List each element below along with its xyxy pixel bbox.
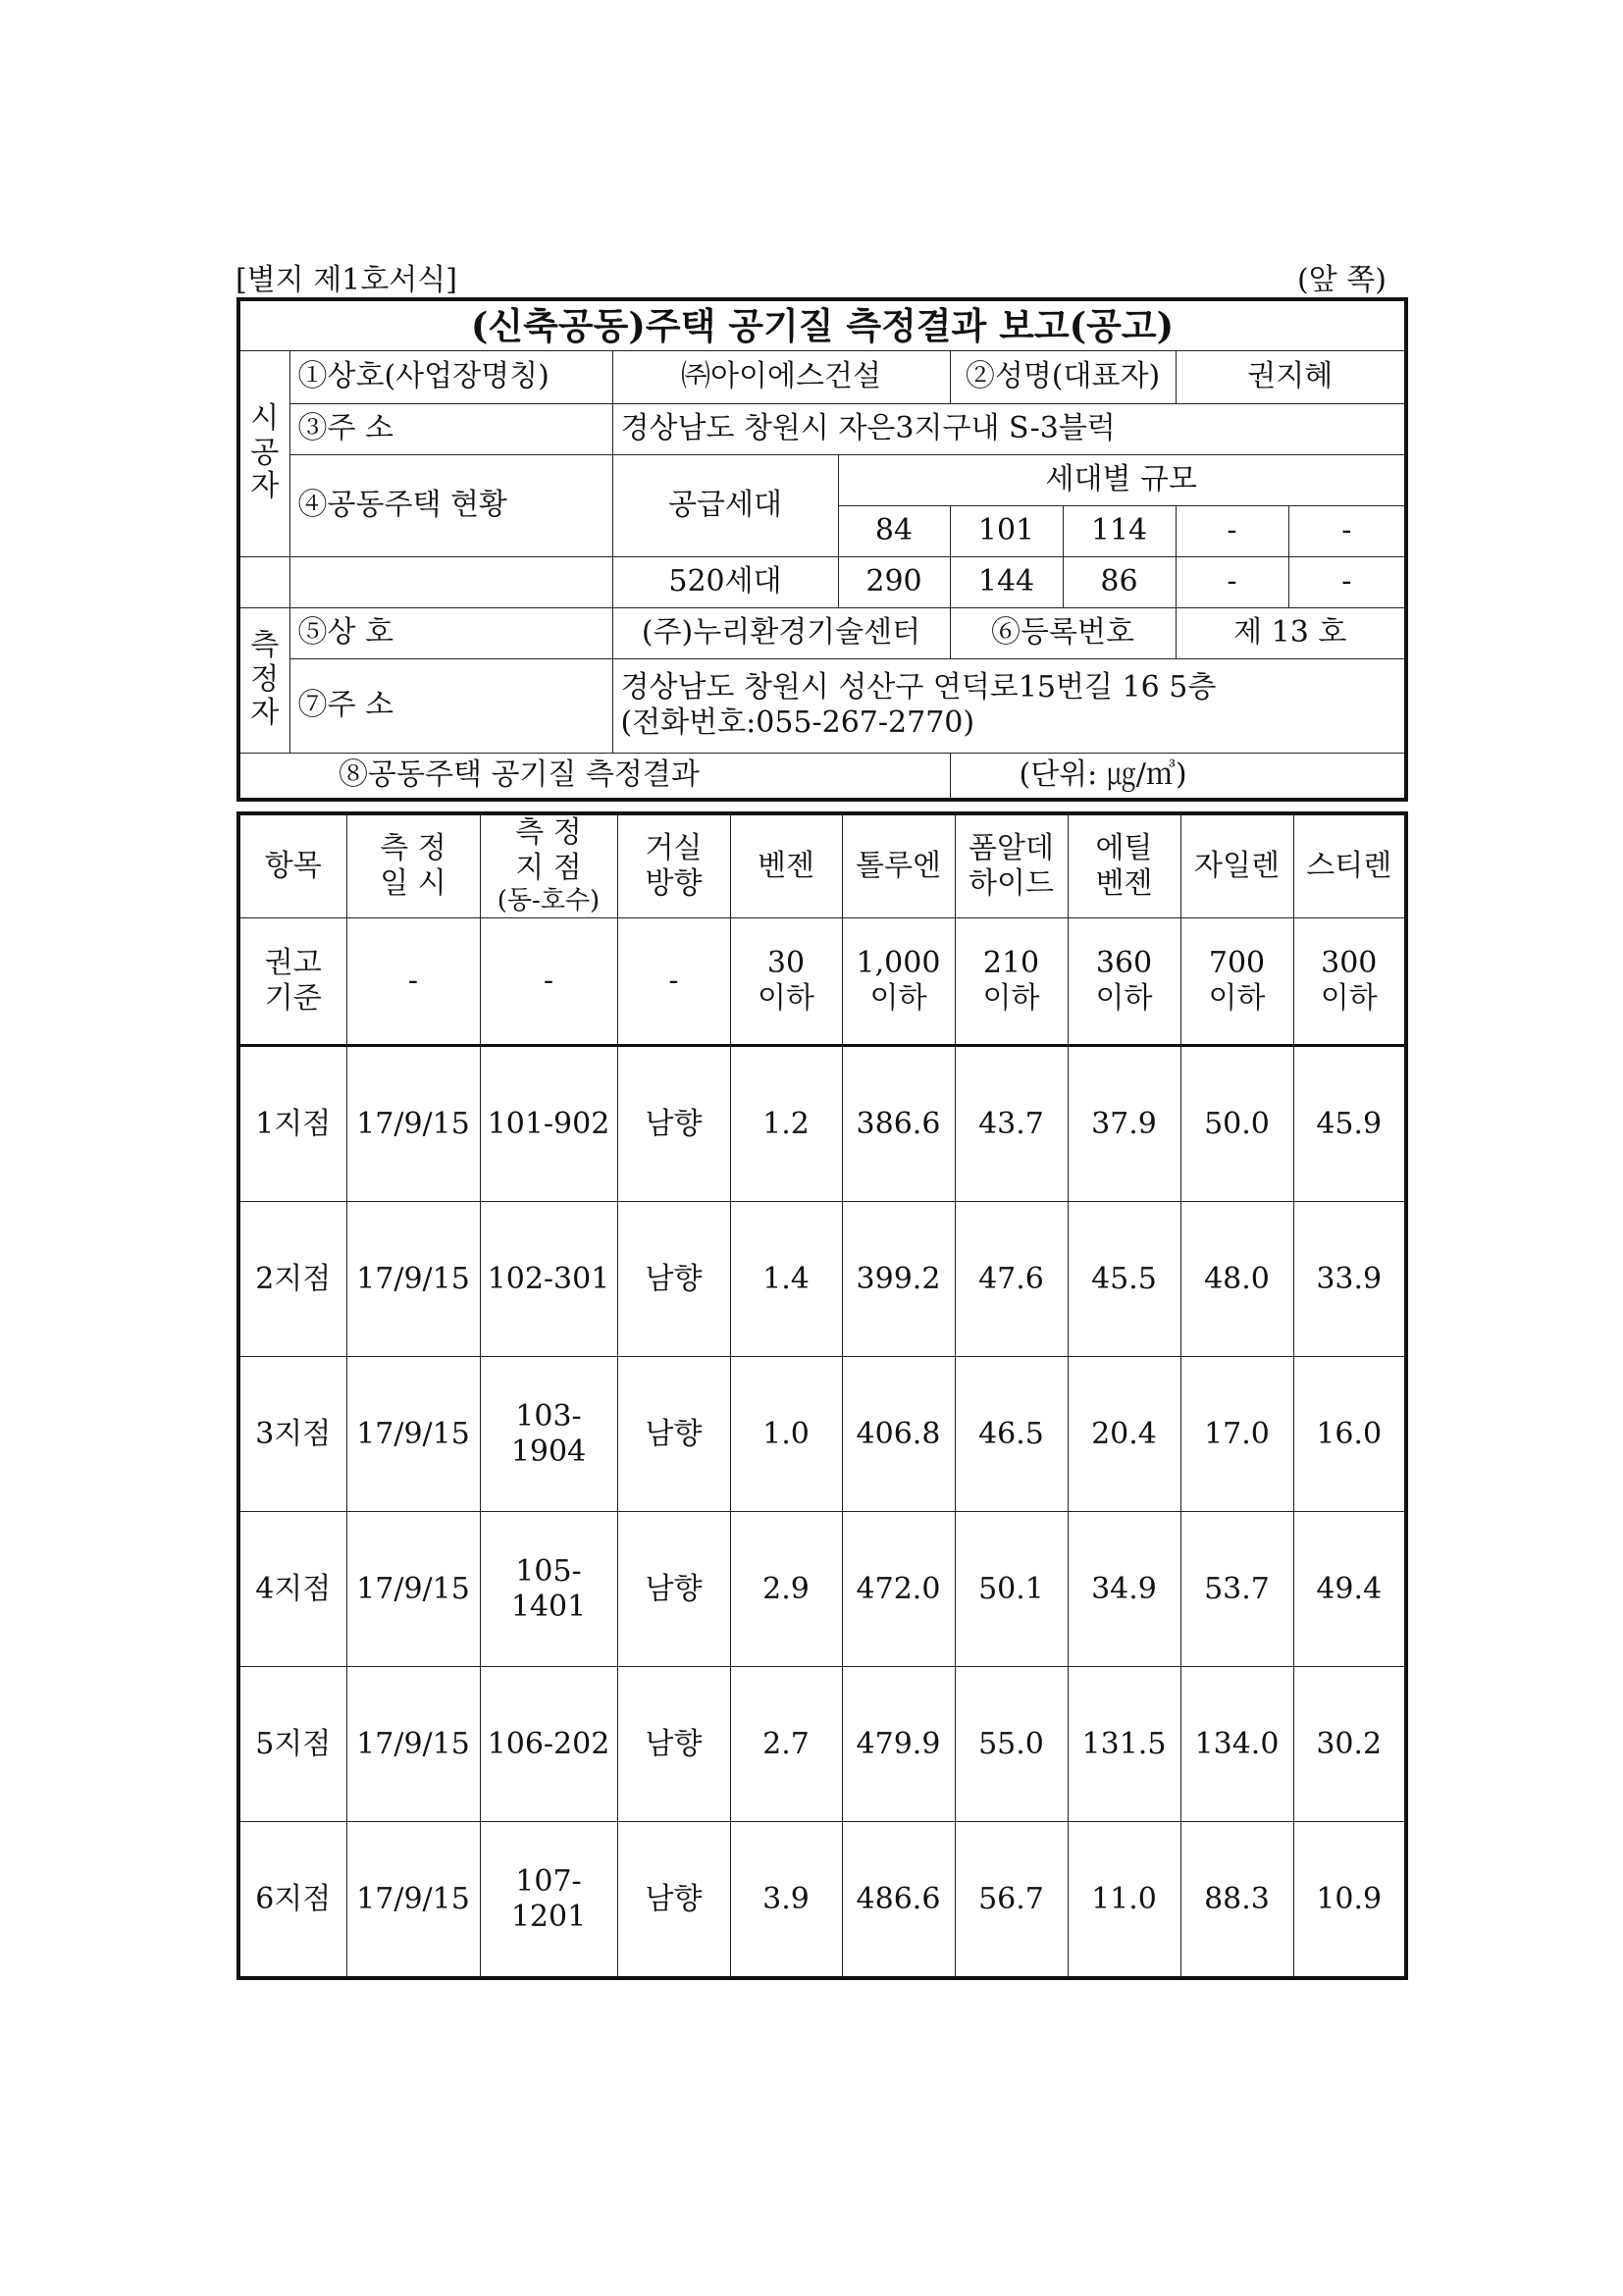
column-header: 스티렌 bbox=[1293, 813, 1406, 918]
supply-label: 공급세대 bbox=[612, 454, 838, 556]
cell-date: 17/9/15 bbox=[346, 1822, 480, 1979]
registration-value: 제 13 호 bbox=[1176, 607, 1406, 658]
cell-unit: 101-902 bbox=[480, 1046, 617, 1202]
cell-value: 386.6 bbox=[842, 1046, 955, 1202]
cell-date: 17/9/15 bbox=[346, 1046, 480, 1202]
cell-direction: 남향 bbox=[617, 1667, 730, 1822]
standard-value: 1,000 이하 bbox=[842, 918, 955, 1046]
count-3: 86 bbox=[1063, 556, 1176, 607]
company-value: ㈜아이에스건설 bbox=[612, 350, 950, 403]
size-3: 114 bbox=[1063, 505, 1176, 556]
representative-label: ②성명(대표자) bbox=[950, 350, 1176, 403]
cell-value: 11.0 bbox=[1068, 1822, 1180, 1979]
standard-label: 권고 기준 bbox=[238, 918, 346, 1046]
cell-value: 2.7 bbox=[730, 1667, 842, 1822]
cell-value: 472.0 bbox=[842, 1512, 955, 1667]
cell-point: 4지점 bbox=[238, 1512, 346, 1667]
cell-value: 3.9 bbox=[730, 1822, 842, 1979]
count-2: 144 bbox=[950, 556, 1063, 607]
count-4: - bbox=[1176, 556, 1288, 607]
cell-direction: 남향 bbox=[617, 1822, 730, 1979]
column-header: 항목 bbox=[238, 813, 346, 918]
cell-direction: 남향 bbox=[617, 1512, 730, 1667]
form-number: [별지 제1호서식] bbox=[236, 263, 457, 297]
cell-direction: 남향 bbox=[617, 1202, 730, 1357]
unit-label: (단위: ㎍/㎥) bbox=[950, 753, 1406, 800]
cell-value: 1.4 bbox=[730, 1202, 842, 1357]
measurement-table bbox=[236, 811, 1408, 1980]
header-row bbox=[238, 813, 1406, 918]
cell-value: 33.9 bbox=[1293, 1202, 1406, 1357]
table-row bbox=[238, 1667, 1406, 1822]
cell-point: 5지점 bbox=[238, 1667, 346, 1822]
cell-value: 48.0 bbox=[1180, 1202, 1293, 1357]
cell-value: 10.9 bbox=[1293, 1822, 1406, 1979]
cell-value: 131.5 bbox=[1068, 1667, 1180, 1822]
size-2: 101 bbox=[950, 505, 1063, 556]
cell-value: 45.9 bbox=[1293, 1046, 1406, 1202]
column-header: 에틸 벤젠 bbox=[1068, 813, 1180, 918]
cell-unit: 107-1201 bbox=[480, 1822, 617, 1979]
cell-value: 50.1 bbox=[955, 1512, 1068, 1667]
count-1: 290 bbox=[838, 556, 950, 607]
cell-value: 479.9 bbox=[842, 1667, 955, 1822]
cell-value: 34.9 bbox=[1068, 1512, 1180, 1667]
cell-date: 17/9/15 bbox=[346, 1357, 480, 1512]
cell-value: 49.4 bbox=[1293, 1512, 1406, 1667]
standard-value: 30 이하 bbox=[730, 918, 842, 1046]
housing-label: ④공동주택 현황 bbox=[289, 454, 612, 556]
measurer-address-value: 경상남도 창원시 성산구 연덕로15번길 16 5층 (전화번호:055-267-2770) bbox=[612, 658, 1406, 753]
cell-value: 46.5 bbox=[955, 1357, 1068, 1512]
cell-value: 30.2 bbox=[1293, 1667, 1406, 1822]
table-row bbox=[238, 1046, 1406, 1202]
page-side: (앞 쪽) bbox=[1297, 263, 1387, 297]
standard-value: 360 이하 bbox=[1068, 918, 1180, 1046]
size-4: - bbox=[1176, 505, 1288, 556]
cell-value: 43.7 bbox=[955, 1046, 1068, 1202]
company-label: ①상호(사업장명칭) bbox=[289, 350, 612, 403]
column-header: 측 정 일 시 bbox=[346, 813, 480, 918]
standard-value: 210 이하 bbox=[955, 918, 1068, 1046]
cell-value: 16.0 bbox=[1293, 1357, 1406, 1512]
cell-value: 1.2 bbox=[730, 1046, 842, 1202]
measurer-address-label: ⑦주 소 bbox=[289, 658, 612, 753]
cell-point: 1지점 bbox=[238, 1046, 346, 1202]
table-row bbox=[238, 1357, 1406, 1512]
table-row bbox=[238, 1202, 1406, 1357]
size-1: 84 bbox=[838, 505, 950, 556]
table-row bbox=[238, 1512, 1406, 1667]
cell-value: 56.7 bbox=[955, 1822, 1068, 1979]
builder-label: 시 공 자 bbox=[238, 350, 289, 556]
standard-date: - bbox=[346, 918, 480, 1046]
report-info-table bbox=[236, 297, 1408, 802]
cell-value: 406.8 bbox=[842, 1357, 955, 1512]
cell-value: 37.9 bbox=[1068, 1046, 1180, 1202]
cell-date: 17/9/15 bbox=[346, 1202, 480, 1357]
table-row bbox=[238, 1822, 1406, 1979]
measurer-company-value: (주)누리환경기술센터 bbox=[612, 607, 950, 658]
housing-spacer bbox=[289, 556, 612, 607]
column-header: 폼알데 하이드 bbox=[955, 813, 1068, 918]
measurer-label: 측 정 자 bbox=[238, 607, 289, 753]
cell-point: 3지점 bbox=[238, 1357, 346, 1512]
standard-direction: - bbox=[617, 918, 730, 1046]
cell-unit: 103-1904 bbox=[480, 1357, 617, 1512]
size-label: 세대별 규모 bbox=[838, 454, 1406, 505]
cell-direction: 남향 bbox=[617, 1046, 730, 1202]
size-5: - bbox=[1288, 505, 1406, 556]
cell-direction: 남향 bbox=[617, 1357, 730, 1512]
representative-value: 권지혜 bbox=[1176, 350, 1406, 403]
cell-unit: 105-1401 bbox=[480, 1512, 617, 1667]
cell-value: 45.5 bbox=[1068, 1202, 1180, 1357]
count-5: - bbox=[1288, 556, 1406, 607]
cell-unit: 102-301 bbox=[480, 1202, 617, 1357]
column-header: 톨루엔 bbox=[842, 813, 955, 918]
registration-label: ⑥등록번호 bbox=[950, 607, 1176, 658]
standard-value: 300 이하 bbox=[1293, 918, 1406, 1046]
measurer-company-label: ⑤상 호 bbox=[289, 607, 612, 658]
standard-point: - bbox=[480, 918, 617, 1046]
cell-value: 134.0 bbox=[1180, 1667, 1293, 1822]
builder-spacer bbox=[238, 556, 289, 607]
cell-value: 88.3 bbox=[1180, 1822, 1293, 1979]
cell-value: 399.2 bbox=[842, 1202, 955, 1357]
cell-value: 55.0 bbox=[955, 1667, 1068, 1822]
cell-unit: 106-202 bbox=[480, 1667, 617, 1822]
cell-value: 20.4 bbox=[1068, 1357, 1180, 1512]
column-header: 거실 방향 bbox=[617, 813, 730, 918]
column-header: 벤젠 bbox=[730, 813, 842, 918]
address-label: ③주 소 bbox=[289, 403, 612, 454]
cell-value: 17.0 bbox=[1180, 1357, 1293, 1512]
cell-date: 17/9/15 bbox=[346, 1667, 480, 1822]
results-label: ⑧공동주택 공기질 측정결과 bbox=[238, 753, 950, 800]
cell-value: 50.0 bbox=[1180, 1046, 1293, 1202]
column-header: 측 정 지 점 (동-호수) bbox=[480, 813, 617, 918]
supply-total: 520세대 bbox=[612, 556, 838, 607]
cell-value: 2.9 bbox=[730, 1512, 842, 1667]
cell-point: 2지점 bbox=[238, 1202, 346, 1357]
cell-value: 486.6 bbox=[842, 1822, 955, 1979]
column-header: 자일렌 bbox=[1180, 813, 1293, 918]
standard-row bbox=[238, 918, 1406, 1046]
cell-value: 47.6 bbox=[955, 1202, 1068, 1357]
cell-point: 6지점 bbox=[238, 1822, 346, 1979]
cell-date: 17/9/15 bbox=[346, 1512, 480, 1667]
cell-value: 53.7 bbox=[1180, 1512, 1293, 1667]
address-value: 경상남도 창원시 자은3지구내 S-3블럭 bbox=[612, 403, 1406, 454]
cell-value: 1.0 bbox=[730, 1357, 842, 1512]
report-title: (신축공동)주택 공기질 측정결과 보고(공고) bbox=[238, 299, 1406, 350]
standard-value: 700 이하 bbox=[1180, 918, 1293, 1046]
